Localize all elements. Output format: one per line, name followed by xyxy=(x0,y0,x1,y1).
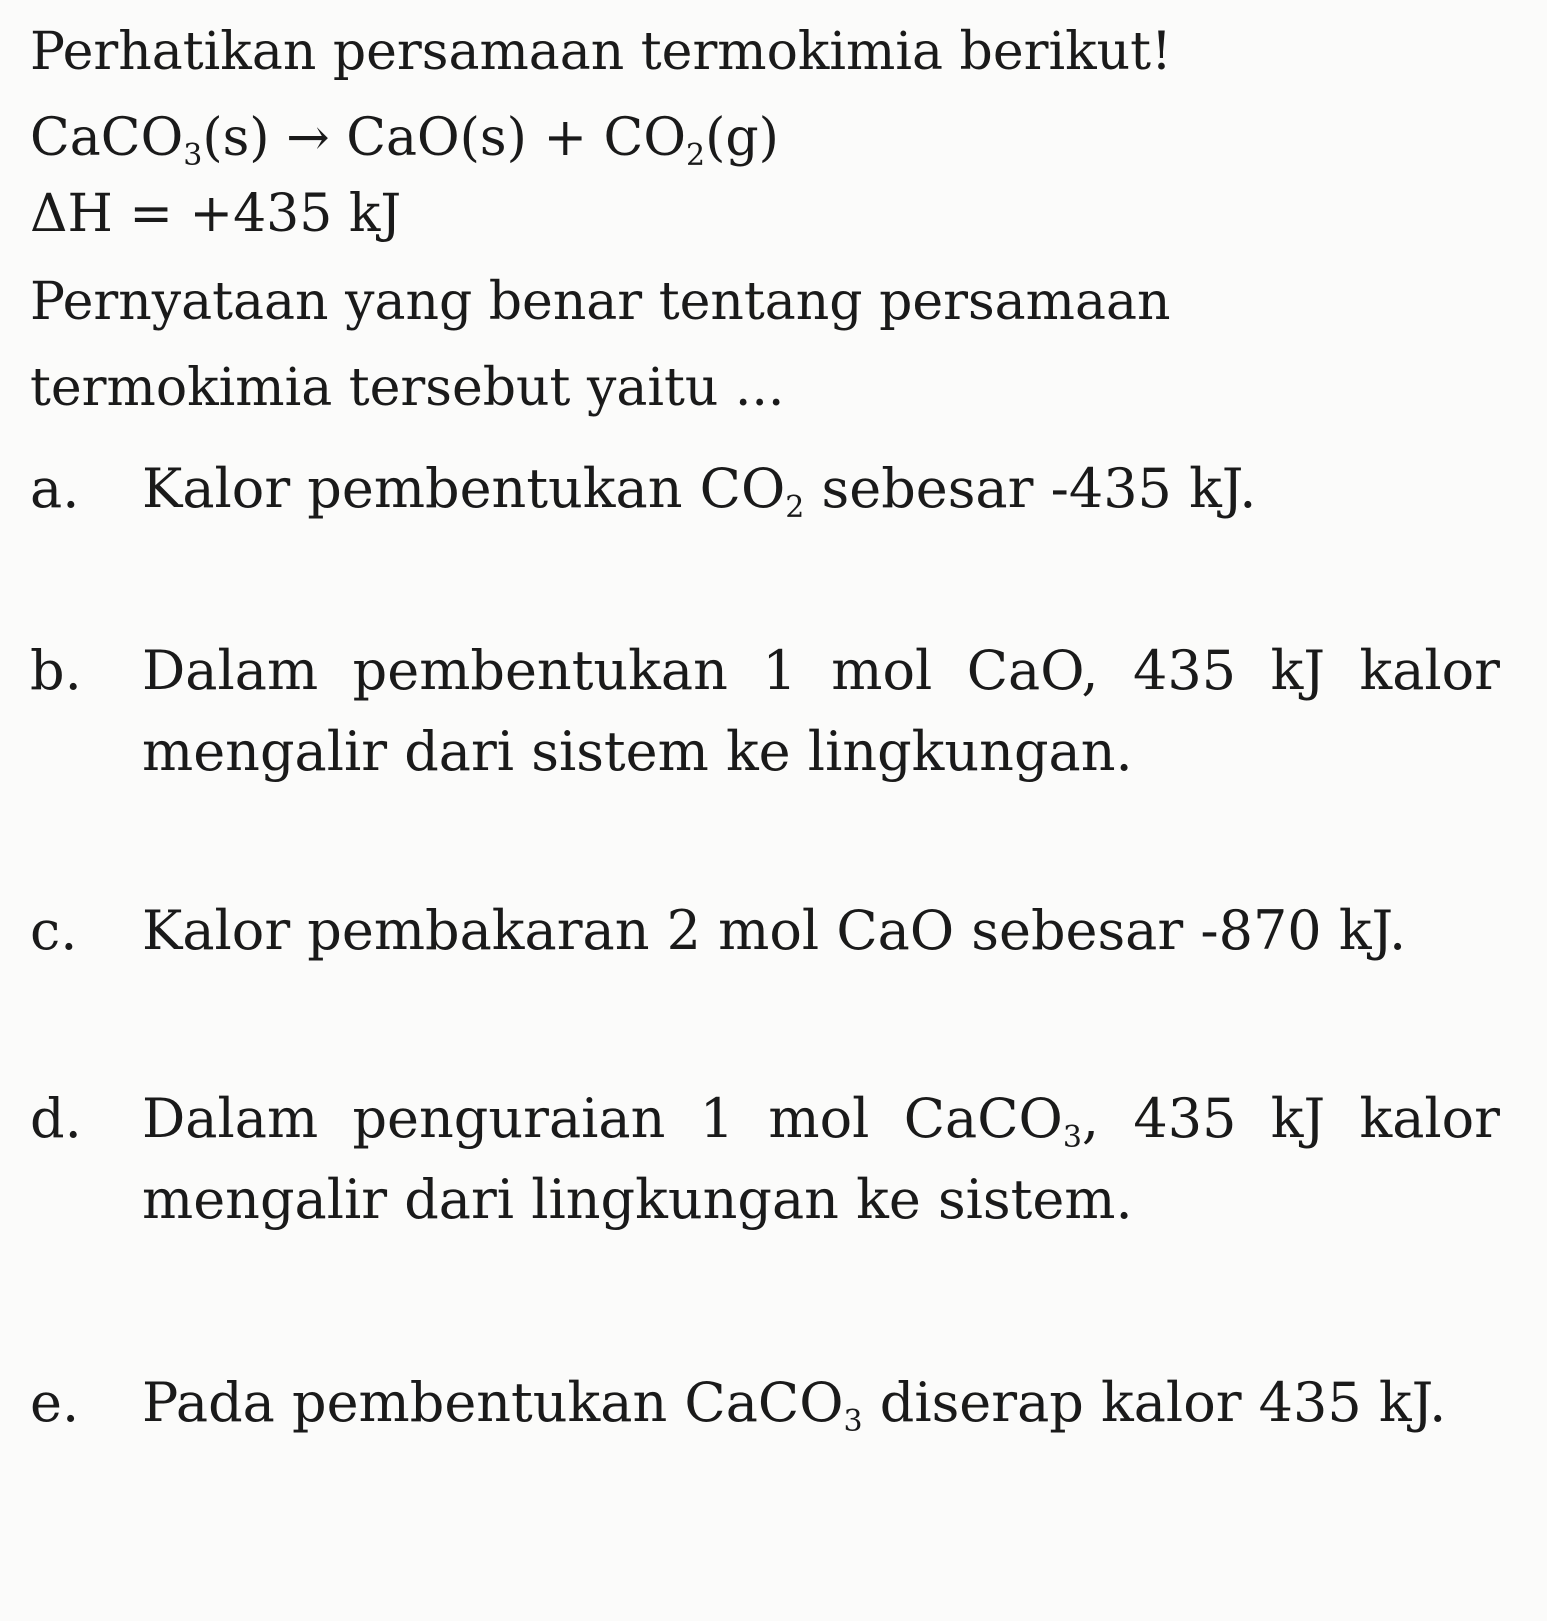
option-d[interactable] xyxy=(30,1078,1500,1240)
option-e[interactable] xyxy=(30,1362,1500,1443)
thermochemical-equation xyxy=(30,108,779,173)
reaction-arrow: → xyxy=(286,108,330,168)
subscript: 3 xyxy=(1062,1120,1082,1155)
option-text: Kalor pembakaran 2 mol CaO sebesar -870 kJ. xyxy=(142,899,1407,962)
product-1: CaO(s) xyxy=(346,108,527,168)
reactant: CaCO xyxy=(30,108,184,168)
subscript: 2 xyxy=(785,490,805,525)
option-b[interactable] xyxy=(30,630,1500,792)
option-letter: a. xyxy=(30,457,80,520)
question-intro: Perhatikan persamaan termokimia berikut! xyxy=(30,22,1172,82)
option-c[interactable] xyxy=(30,890,1500,971)
product-2-subscript: 2 xyxy=(685,138,706,173)
option-letter: c. xyxy=(30,899,78,962)
option-text: Pada pembentukan CaCO$_3$ diserap kalor 435 kJ. xyxy=(142,1371,1447,1439)
option-text: Dalam penguraian 1 mol CaCO$_3$, 435 kJ kalor mengalir dari lingkungan ke sistem. xyxy=(142,1087,1500,1231)
option-letter: d. xyxy=(30,1087,82,1150)
option-letter: e. xyxy=(30,1371,80,1434)
option-text: Dalam pembentukan 1 mol CaO, 435 kJ kalor mengalir dari sistem ke lingkungan. xyxy=(142,639,1500,783)
option-text: Kalor pembentukan $CO_2$ sebesar -435 kJ. xyxy=(142,457,1257,525)
question-prompt-line-1: Pernyataan yang benar tentang persamaan xyxy=(30,272,1171,332)
enthalpy-value: ΔH = +435 kJ xyxy=(30,184,402,244)
reactant-subscript: 3 xyxy=(183,138,203,173)
plus-sign: + xyxy=(543,108,588,168)
reactant-state: (s) xyxy=(202,108,270,168)
option-letter: b. xyxy=(30,639,82,702)
subscript: 3 xyxy=(843,1404,863,1439)
product-2-state: (g) xyxy=(705,108,779,168)
product-2: CO xyxy=(603,108,686,168)
question-prompt-line-2: termokimia tersebut yaitu ... xyxy=(30,358,785,418)
option-a[interactable] xyxy=(30,448,1500,529)
